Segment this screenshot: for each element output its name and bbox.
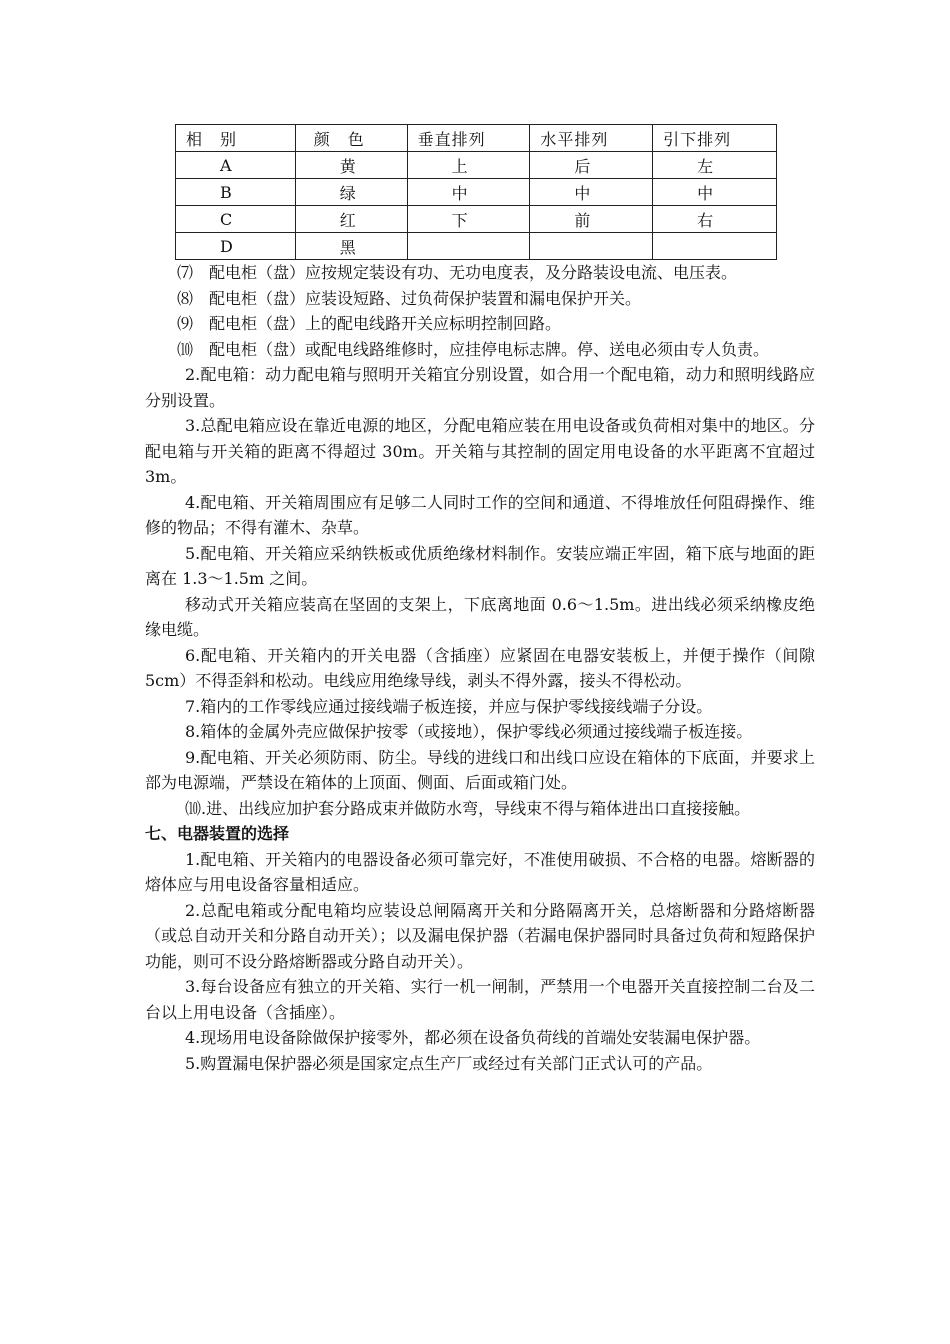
section7-item: 4.现场用电设备除做保护接零外，都必须在设备负荷线的首端处安装漏电保护器。: [185, 1028, 761, 1047]
table-header-cell: 水平排列: [530, 125, 653, 152]
table-cell: 中: [530, 179, 653, 206]
table-cell: 黑: [295, 233, 407, 260]
paragraph-section-6: 6.配电箱、开关箱内的开关电器（含插座）应紧固在电器安装板上，并便于操作（间隙 5cm）不得歪斜和松动。电线应用绝缘导线，剥头不得外露，接头不得松动。: [145, 645, 815, 690]
table-cell: 左: [653, 152, 777, 179]
section7-item: 5.购置漏电保护器必须是国家定点生产厂或经过有关部门正式认可的产品。: [185, 1053, 713, 1073]
table-header-cell: 相 别: [176, 125, 296, 152]
table-header-cell: 引下排列: [653, 125, 777, 152]
section7-item: 1.配电箱、开关箱内的电器设备必须可靠完好，不准使用破损、不合格的电器。熔断器的熔体应与用电设备容量相适应。: [145, 849, 815, 894]
paragraph-section-8: 8.箱体的金属外壳应做保护按零（或接地），保护零线必须通过接线端子板连接。: [185, 722, 753, 741]
section-heading: 七、电器装置的选择: [145, 824, 290, 843]
table-cell: 上: [407, 152, 530, 179]
table-cell: [653, 233, 777, 260]
table-cell: D: [176, 233, 296, 260]
table-cell: C: [176, 206, 296, 233]
paragraph-7: ⑺ 配电柜（盘）应按规定装设有功、无功电度表，及分路装设电流、电压表。: [177, 263, 738, 282]
table-row: [176, 233, 777, 260]
phase-color-table: [175, 124, 777, 260]
paragraph-section-5b: 移动式开关箱应装高在坚固的支架上，下底离地面 0.6～1.5m。进出线必须采纳橡皮绝缘电缆。: [145, 594, 815, 639]
section7-item: 2.总配电箱或分配电箱均应装设总闸隔离开关和分路隔离开关，总熔断器和分路熔断器（或总自动开关和分路自动开关）；以及漏电保护器（若漏电保护器同时具备过负荷和短路保护功能，则可不设分路熔断器或分路自动开关）。: [145, 900, 815, 971]
table-row: [176, 179, 777, 206]
table-cell: [530, 233, 653, 260]
paragraph-section-4: 4.配电箱、开关箱周围应有足够二人同时工作的空间和通道、不得堆放任何阻碍操作、维修的物品；不得有灌木、杂草。: [145, 492, 815, 537]
table-cell: 右: [653, 206, 777, 233]
table-cell: [407, 233, 530, 260]
paragraph-section-5: 5.配电箱、开关箱应采纳铁板或优质绝缘材料制作。安装应端正牢固，箱下底与地面的距离在 1.3～1.5m 之间。: [145, 543, 815, 588]
paragraph-section-7: 7.箱内的工作零线应通过接线端子板连接，并应与保护零线接线端子分设。: [185, 696, 713, 716]
paragraph-section-3: 3.总配电箱应设在靠近电源的地区，分配电箱应装在用电设备或负荷相对集中的地区。分配电箱与开关箱的距离不得超过 30m。开关箱与其控制的固定用电设备的水平距离不宜超过 3m。: [145, 416, 815, 486]
table-cell: 后: [530, 152, 653, 179]
table-cell: 中: [653, 179, 777, 206]
table-header-cell: 垂直排列: [407, 125, 530, 152]
table-cell: 红: [295, 206, 407, 233]
paragraph-9: ⑼ 配电柜（盘）上的配电线路开关应标明控制回路。: [177, 314, 562, 333]
table-header-row: [176, 125, 777, 152]
paragraph-section-10: ⑽.进、出线应加护套分路成束并做防水弯，导线束不得与箱体进出口直接接触。: [185, 798, 751, 818]
section7-item: 3.每台设备应有独立的开关箱、实行一机一闸制，严禁用一个电器开关直接控制二台及二台以上用电设备（含插座）。: [145, 977, 815, 1022]
paragraph-section-2: 2.配电箱：动力配电箱与照明开关箱宜分别设置，如合用一个配电箱，动力和照明线路应分别设置。: [145, 365, 815, 410]
table-cell: B: [176, 179, 296, 206]
table-cell: A: [176, 152, 296, 179]
table-header-cell: 颜 色: [295, 125, 407, 152]
table-row: [176, 152, 777, 179]
paragraph-section-9: 9.配电箱、开关必须防雨、防尘。导线的进线口和出线口应设在箱体的下底面，并要求上部为电源端，严禁设在箱体的上顶面、侧面、后面或箱门处。: [145, 747, 815, 792]
table-cell: 黄: [295, 152, 407, 179]
paragraph-8: ⑻ 配电柜（盘）应装设短路、过负荷保护装置和漏电保护开关。: [177, 288, 642, 308]
table-cell: 前: [530, 206, 653, 233]
table-cell: 下: [407, 206, 530, 233]
table-row: [176, 206, 777, 233]
paragraph-10: ⑽ 配电柜（盘）或配电线路维修时，应挂停电标志牌。停、送电必须由专人负责。: [177, 339, 770, 359]
table-cell: 中: [407, 179, 530, 206]
body-text: [145, 260, 815, 1076]
table-cell: 绿: [295, 179, 407, 206]
